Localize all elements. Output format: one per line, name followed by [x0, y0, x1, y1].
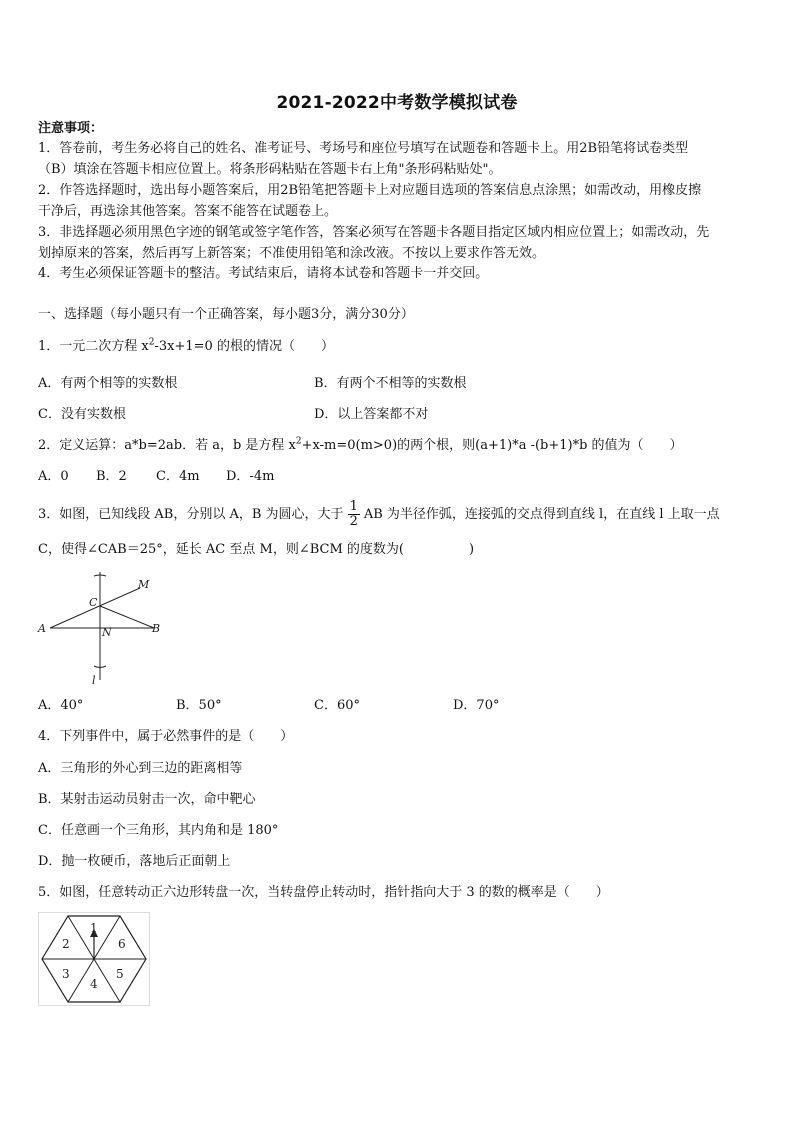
section-heading: 一、选择题（每小题只有一个正确答案，每小题3分，满分30分）	[38, 307, 414, 322]
q4-option-a: A．三角形的外心到三边的距离相等	[38, 761, 243, 776]
notes-line: 干净后，再选涂其他答案。答案不能答在试题卷上。	[38, 204, 338, 219]
q1-option-c: C．没有实数根	[38, 407, 126, 422]
sector-label-4: 4	[90, 977, 98, 991]
label-m: M	[138, 578, 150, 591]
sector-label-3: 3	[62, 967, 70, 981]
notes-line: （B）填涂在答题卡相应位置上。将条形码粘贴在答题卡右上角"条形码粘贴处"。	[38, 162, 502, 177]
question-2-stem	[38, 438, 683, 454]
q3-option-b: B．50°	[176, 698, 222, 713]
label-n: N	[102, 626, 112, 639]
notes-heading: 注意事项：	[38, 121, 104, 136]
sector-label-2: 2	[62, 937, 70, 951]
sector-label-1: 1	[90, 921, 98, 935]
q3-geometry-figure	[36, 566, 166, 688]
q1-stem-post: -3x+1=0 的根的情况（ ）	[154, 339, 334, 354]
q2-stem-pre: 2．定义运算：a*b=2ab．若 a，b 是方程 x	[38, 438, 296, 453]
q3-fraction-denominator: 2	[349, 514, 358, 529]
notes-line: 3．非选择题必须用黑色字迹的钢笔或签字笔作答，答案必须写在答题卡各题目指定区域内相应位置上；如需改动，先	[38, 225, 710, 240]
q2-exponent: 2	[295, 436, 302, 447]
question-1-stem	[38, 339, 334, 355]
sector-label-6: 6	[118, 937, 126, 951]
q2-stem-post: +x-m=0(m>0)的两个根，则(a+1)*a -(b+1)*b 的值为（ ）	[301, 438, 683, 453]
q1-exponent: 2	[148, 337, 155, 348]
q1-option-d: D．以上答案都不对	[314, 407, 429, 422]
q1-option-a: A．有两个相等的实数根	[38, 376, 178, 391]
q4-option-c: C．任意画一个三角形，其内角和是 180°	[38, 823, 279, 838]
exam-title: 2021-2022中考数学模拟试卷	[276, 93, 518, 113]
q1-stem-pre: 1．一元二次方程 x	[38, 339, 149, 354]
q3-option-a: A．40°	[38, 698, 84, 713]
label-b: B	[152, 622, 161, 635]
notes-line: 划掉原来的答案，然后再写上新答案；不准使用铅笔和涂改液。不按以上要求作答无效。	[38, 246, 546, 261]
notes-line: 2．作答选择题时，选出每小题答案后，用2B铅笔把答题卡上对应题目选项的答案信息点涂黑；如需改动，用橡皮擦	[38, 183, 702, 198]
q3-stem-pre: 3．如图，已知线段 AB，分别以 A，B 为圆心，大于	[38, 507, 344, 522]
q2-option-b: B．2	[96, 469, 127, 484]
q2-option-a: A．0	[38, 469, 69, 484]
question-5-stem: 5．如图，任意转动正六边形转盘一次，当转盘停止转动时，指针指向大于 3 的数的概率是（ ）	[38, 885, 609, 900]
q2-option-c: C．4m	[156, 469, 200, 484]
q2-option-d: D．-4m	[226, 469, 275, 484]
q3-fraction	[348, 500, 360, 529]
q3-fraction-numerator: 1	[349, 499, 358, 514]
q5-hexagon-spinner	[38, 912, 150, 1006]
q3-option-d: D．70°	[453, 698, 500, 713]
q4-option-d: D．抛一枚硬币，落地后正面朝上	[38, 854, 231, 869]
q3-stem-post: AB 为半径作弧，连接弧的交点得到直线 l，在直线 l 上取一点	[363, 507, 720, 522]
label-c: C	[89, 596, 98, 609]
q4-option-b: B．某射击运动员射击一次，命中靶心	[38, 792, 256, 807]
notes-line: 1．答卷前，考生务必将自己的姓名、准考证号、考场号和座位号填写在试题卷和答题卡上。用2B铅笔将试卷类型	[38, 141, 689, 156]
notes-line: 4．考生必须保证答题卡的整洁。考试结束后，请将本试卷和答题卡一并交回。	[38, 266, 489, 281]
q3-option-c: C．60°	[314, 698, 360, 713]
question-3-stem-line2: C，使得∠CAB＝25°，延长 AC 至点 M，则∠BCM 的度数为( )	[38, 542, 475, 557]
label-a: A	[38, 622, 46, 635]
question-3-stem	[38, 500, 720, 530]
q1-option-b: B．有两个不相等的实数根	[314, 376, 467, 391]
sector-label-5: 5	[116, 967, 124, 981]
segment-cb	[100, 606, 154, 628]
label-l: l	[92, 674, 96, 687]
question-4-stem: 4．下列事件中，属于必然事件的是（ ）	[38, 729, 294, 744]
